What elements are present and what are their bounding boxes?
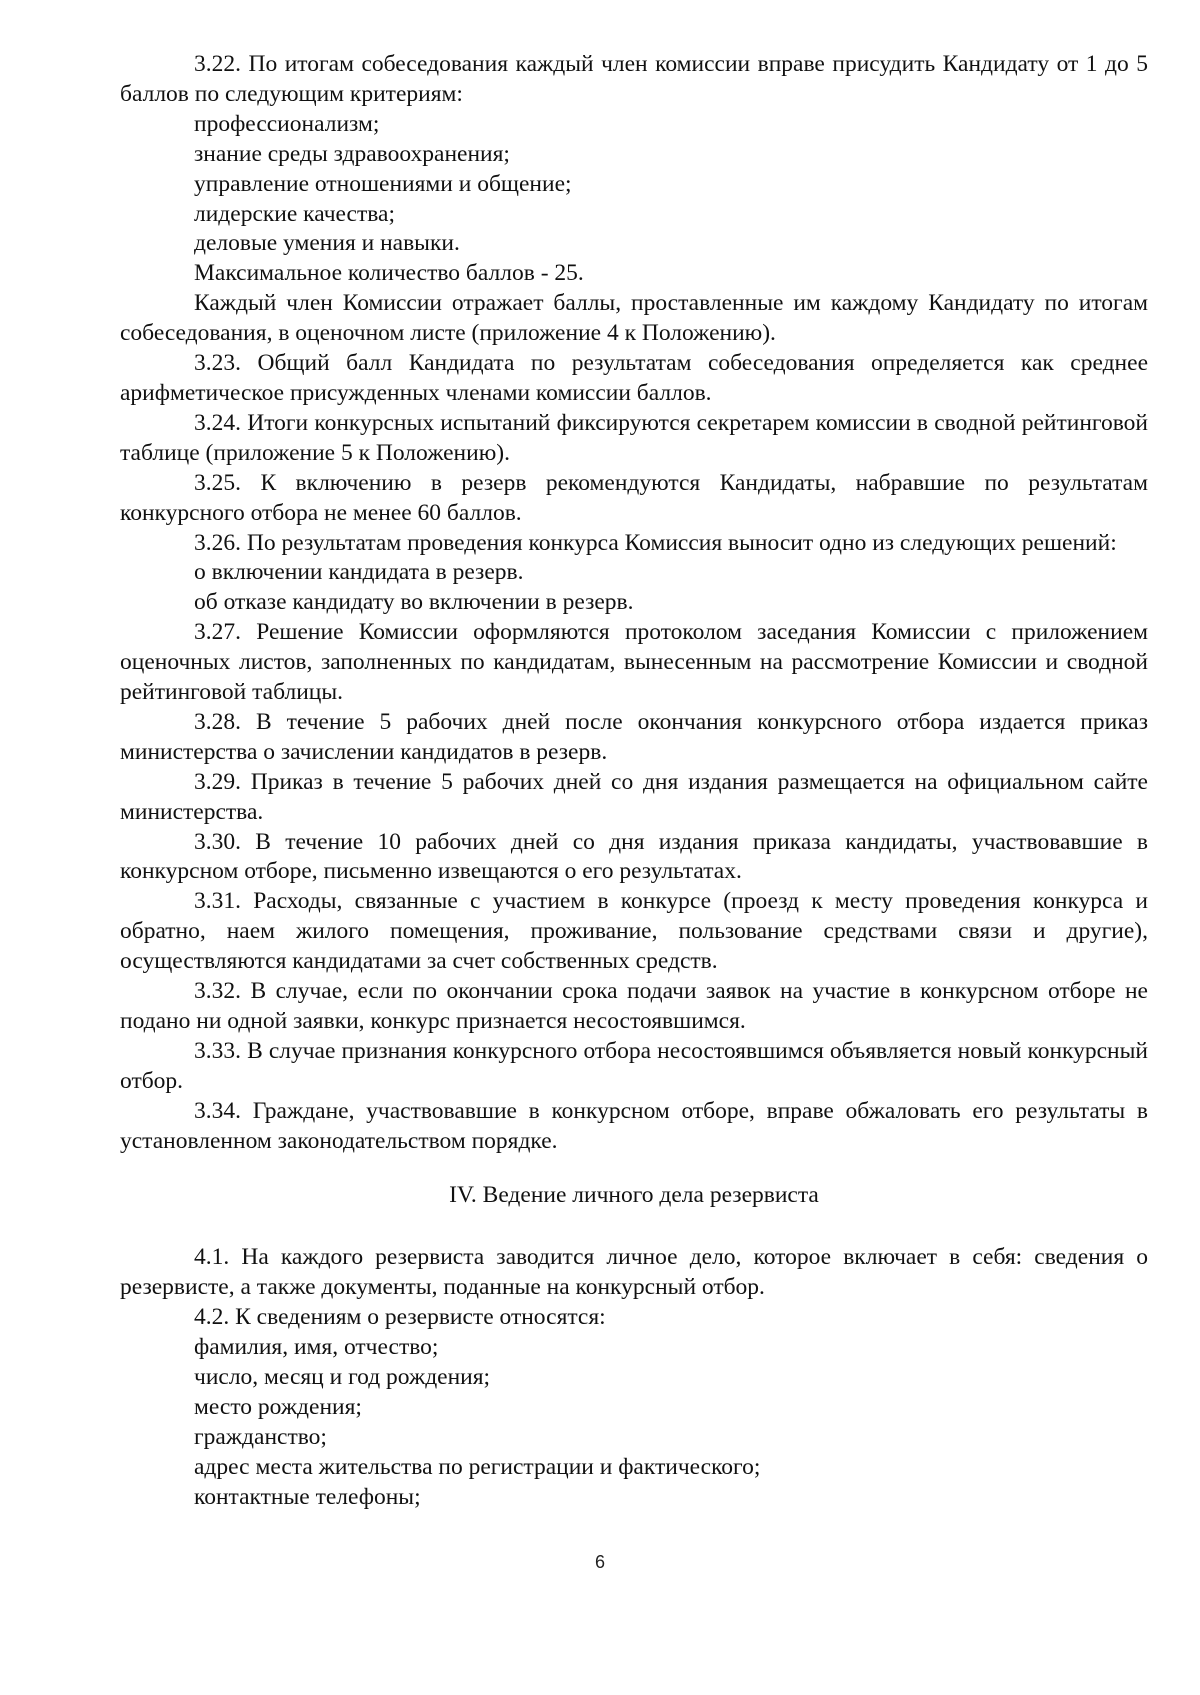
reservist-info-item: число, месяц и год рождения; [194, 1364, 491, 1391]
paragraph-3-22: 3.22. По итогам собеседования каждый член комиссии вправе присудить Кандидату от 1 до 5 баллов по следующим критериям: [120, 51, 1148, 107]
reservist-info-item: адрес места жительства по регистрации и фактического; [194, 1453, 761, 1480]
criterion-item: управление отношениями и общение; [194, 170, 572, 197]
criterion-item: профессионализм; [194, 110, 380, 137]
paragraph-3-34: 3.34. Граждане, участвовавшие в конкурсном отборе, вправе обжаловать его результаты в установленном законодательством порядке. [120, 1097, 1148, 1154]
decision-item: об отказе кандидату во включении в резерв. [194, 589, 634, 616]
paragraph-3-25: 3.25. К включению в резерв рекомендуются Кандидаты, набравшие по результатам конкурсного отбора не менее 60 баллов. [120, 469, 1148, 526]
decision-item: о включении кандидата в резерв. [194, 559, 524, 586]
criterion-item: деловые умения и навыки. [194, 230, 460, 257]
paragraph-3-26: 3.26. По результатам проведения конкурса Комиссия выносит одно из следующих решений: [194, 529, 1117, 556]
paragraph-3-30: 3.30. В течение 10 рабочих дней со дня издания приказа кандидаты, участвовавшие в конкурсном отборе, письменно извещаются о его результатах. [120, 828, 1148, 885]
paragraph-4-1: 4.1. На каждого резервиста заводится личное дело, которое включает в себя: сведения о резервисте, а также документы, поданные на конкурсный отбор. [120, 1244, 1148, 1301]
paragraph-4-2: 4.2. К сведениям о резервисте относятся: [194, 1304, 606, 1331]
paragraph-3-29: 3.29. Приказ в течение 5 рабочих дней со дня издания размещается на официальном сайте министерства. [120, 768, 1148, 825]
reservist-info-item: гражданство; [194, 1423, 327, 1450]
reservist-info-item: место рождения; [194, 1393, 362, 1420]
document-body [120, 50, 1148, 1513]
paragraph-each-member: Каждый член Комиссии отражает баллы, проставленные им каждому Кандидату по итогам собеседования, в оценочном листе (приложение 4 к Положению). [120, 290, 1148, 347]
max-score-line: Максимальное количество баллов - 25. [194, 260, 584, 287]
paragraph-3-33: 3.33. В случае признания конкурсного отбора несостоявшимся объявляется новый конкурсный отбор. [120, 1037, 1148, 1094]
reservist-info-item: контактные телефоны; [194, 1483, 421, 1510]
paragraph-3-28: 3.28. В течение 5 рабочих дней после окончания конкурсного отбора издается приказ министерства о зачислении кандидатов в резерв. [120, 708, 1148, 765]
criterion-item: лидерские качества; [194, 200, 396, 227]
paragraph-3-32: 3.32. В случае, если по окончании срока подачи заявок на участие в конкурсном отборе не подано ни одной заявки, конкурс признается несостоявшимся. [120, 978, 1148, 1034]
paragraph-3-31: 3.31. Расходы, связанные с участием в конкурсе (проезд к месту проведения конкурса и обратно, наем жилого помещения, проживание, пользование средствами связи и другие), осуществляются кандидатами за счет собственных средств. [120, 888, 1148, 975]
paragraph-3-27: 3.27. Решение Комиссии оформляются протоколом заседания Комиссии с приложением оценочных листов, заполненных по кандидатам, вынесенным на рассмотрение Комиссии и сводной рейтинговой таблицы. [120, 619, 1148, 706]
section-heading: IV. Ведение личного дела резервиста [449, 1181, 819, 1208]
paragraph-3-24: 3.24. Итоги конкурсных испытаний фиксируются секретарем комиссии в сводной рейтинговой таблице (приложение 5 к Положению). [120, 409, 1148, 466]
paragraph-3-23: 3.23. Общий балл Кандидата по результатам собеседования определяется как среднее арифметическое присужденных членами комиссии баллов. [120, 350, 1148, 406]
criterion-item: знание среды здравоохранения; [194, 140, 510, 167]
reservist-info-item: фамилия, имя, отчество; [194, 1334, 439, 1361]
page-number: 6 [594, 1552, 605, 1572]
